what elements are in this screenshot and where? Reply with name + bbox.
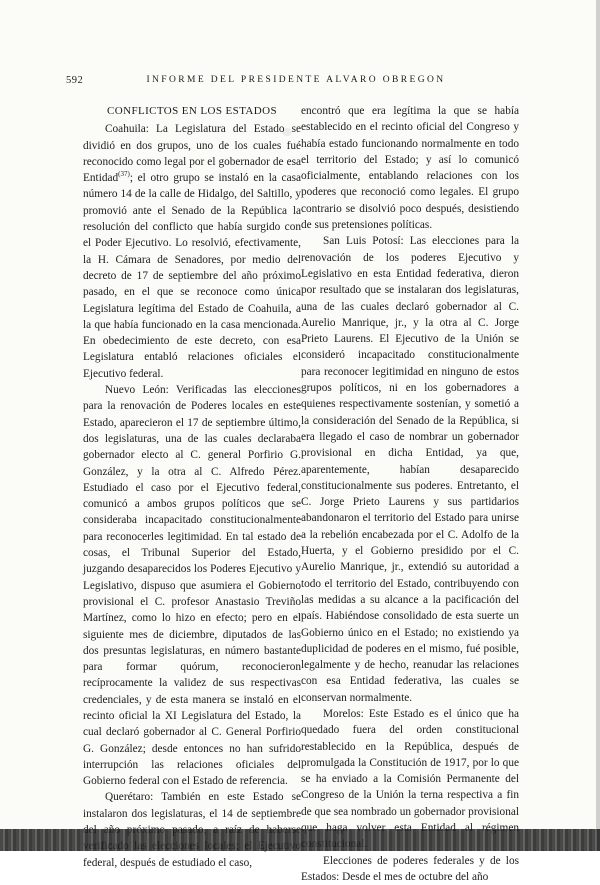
paragraph-text: Coahuila: La Legislatura del Estado se dividió en dos grupos, uno de los cuales fué reconocido como legal por el gobernador de esa Entidad [83, 123, 301, 185]
paragraph-morelos: Morelos: Este Estado es el único que ha quedado fuera del orden constitucional restablecido en la República, después de promulgada la Constitución de 1917, por lo que se ha enviado a la Comisión Permanente del Congreso de la Unión la terna respectiva a fin de que sea nombrado un gobernador provisional [301, 707, 519, 818]
page-header [66, 75, 526, 89]
paragraph-coahuila [83, 121, 301, 382]
paragraph-queretaro: Querétaro: También en este Estado se instalaron dos legislaturas, el 14 de septiembre federal, después de estudiado el caso, [83, 791, 301, 869]
page-number: 592 [66, 75, 84, 86]
paragraph-text: ; el otro grupo se instaló en la casa número 14 de la calle de Hidalgo, del Saltillo, y promovió ante el Senado de la República la resolución del conflicto que había surgido con el Poder Ejecutivo. Lo resolvió, efectivamente, la H. Cámara de Senadores, por medio del decreto de 17 de septiembre del año próximo pasado, en el que se reconoce como única Legislatura legítima del Estado de Coahuila, a la que había funcionado en la casa mencionada. En obedecimiento de este decreto, con esa Legislatura entabló relaciones oficiales el Ejecutivo federal. [83, 172, 301, 380]
running-head: INFORME DEL PRESIDENTE ALVARO OBREGON [146, 75, 446, 85]
scan-speck [282, 128, 292, 136]
page-edge [596, 0, 600, 851]
paragraph-elecciones: Elecciones de poderes federales y de los Estados: Desde el mes de octubre del año [301, 854, 519, 883]
paragraph-queretaro-continued: encontró que era legítima la que se había establecido en el recinto oficial del Congreso y había estado funcionando normalmente en todo el territorio del Estado; y así lo comunicó oficialmente, entablando relaciones con los poderes que reconoció como legales. El grupo contrario se disolvió poco después, desistiendo de sus pretensiones políticas. [301, 105, 519, 232]
left-column [83, 103, 301, 871]
paragraph-nuevo-leon: Nuevo León: Verificadas las elecciones para la renovación de Poderes locales en este Estado, aparecieron el 17 de septiembre último, dos legislaturas, una de las cuales declaraba gobernador electo al C. general Porfirio G. González, y la otra al C. Alfredo Pérez. Estudiado el caso por el Ejecutivo federal, comunicó a ambos grupos políticos que se consideraba incapacitado constitucionalmente para reconocerles legitimidad. En tal estado de cosas, el Tribunal Superior del Estado, juzgando desaparecidos los Poderes Ejecutivo y Legislativo, dispuso que asumiera el Gobierno provisional el C. profesor Anastasio Treviño Martínez, como lo hizo en efecto; pero en el siguiente mes de diciembre, diputados de las dos presuntas legislaturas, en número bastante para formar quórum, reconocieron recíprocamente la validez de sus respectivas credenciales, y de esta manera se instaló en el recinto oficial la XI Legislatura del Estado, la cual declaró gobernador al C. General Porfirio G. González; desde entonces no han sufrido interrupción las relaciones oficiales del Gobierno federal con el Estado de referencia. [83, 384, 301, 788]
right-column [301, 103, 519, 885]
paragraph-san-luis-potosi: San Luis Potosí: Las elecciones para la renovación de los poderes Ejecutivo y Legislativo en esta Entidad federativa, dieron por resultado que se instalaran dos legislaturas, una de las cuales declaró gobernador al C. Aurelio Manrique, jr., y la otra al C. Jorge Prieto Laurens. El Ejecutivo de la Unión se consideró incapacitado constitucionalmente para reconocer legitimidad en ninguno de estos grupos políticos, ni en los gobernadores a quienes respectivamente sostenían, y sometió a la consideración del Senado de la República, si era llegado el caso de nombrar un gobernador provisional en dicha Entidad, ya que, aparentemente, habían desaparecido constitucionalmente sus poderes. Entretanto, el C. Jorge Prieto Laurens y sus partidarios abandonaron el territorio del Estado para unirse a la rebelión encabezada por el C. Adolfo de la Huerta, y el Gobierno presidido por el C. Aurelio Manrique, jr., extendió su autoridad a todo el territorio del Estado, contribuyendo con las medidas a su alcance a la pacificación del país. Habiéndose consolidado de esta suerte un Gobierno único en el Estado; no existiendo ya duplicidad de poderes en el mismo, fué posible, legalmente y de hecho, reanudar las relaciones con esa Entidad federativa, las cuales se conservan normalmente. [301, 235, 519, 704]
scan-speck [295, 613, 303, 620]
scan-border [0, 829, 600, 851]
footnote-marker: (37) [118, 170, 130, 179]
section-title: CONFLICTOS EN LOS ESTADOS [107, 105, 277, 117]
